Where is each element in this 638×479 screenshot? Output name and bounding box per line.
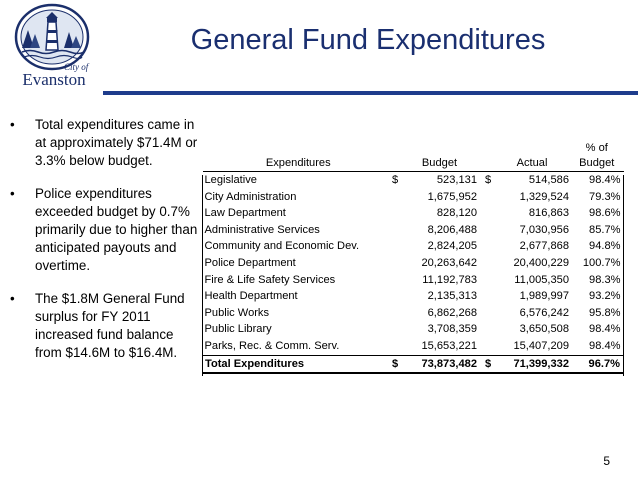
table-total-row — [203, 355, 624, 373]
row-actual: 1,329,524 — [519, 190, 569, 203]
row-budget-currency — [392, 305, 402, 322]
total-label: Total Expenditures — [203, 355, 393, 373]
row-budget: 1,675,952 — [427, 190, 477, 203]
row-budget-currency — [392, 255, 402, 272]
table-row — [203, 189, 624, 206]
row-pct: 98.6% — [589, 207, 621, 220]
total-pct: 96.7% — [573, 355, 624, 373]
row-budget-currency — [392, 321, 402, 338]
row-budget: 6,862,268 — [427, 306, 477, 319]
bullet-item — [10, 185, 200, 276]
table-body — [203, 172, 624, 374]
row-actual-currency — [481, 338, 495, 355]
table-row — [203, 272, 624, 289]
row-actual: 1,989,997 — [519, 290, 569, 303]
row-name: Parks, Rec. & Comm. Serv. — [204, 339, 340, 352]
row-pct: 79.3% — [589, 190, 621, 203]
row-budget: 2,824,205 — [427, 240, 477, 253]
table-row — [203, 288, 624, 305]
logo-line2: Evanston — [22, 70, 86, 89]
row-actual-currency: $ — [485, 174, 492, 186]
row-pct: 98.3% — [589, 273, 621, 286]
logo-line1: City of — [64, 62, 89, 72]
table-row — [203, 172, 624, 189]
table-row — [203, 238, 624, 255]
table-row — [203, 321, 624, 338]
row-budget: 523,131 — [436, 174, 477, 186]
row-budget: 3,708,359 — [427, 323, 477, 336]
row-budget-currency — [392, 238, 402, 255]
row-actual-currency — [481, 189, 495, 206]
total-budget: 73,873,482 — [402, 355, 481, 373]
row-actual: 514,586 — [528, 174, 569, 186]
header-expenditures: Expenditures — [203, 156, 393, 172]
row-name: City Administration — [204, 190, 297, 203]
row-actual-currency — [481, 288, 495, 305]
row-name: Law Department — [204, 207, 286, 220]
row-actual: 20,400,229 — [513, 256, 569, 269]
row-actual-currency — [481, 321, 495, 338]
bullet-item — [10, 116, 200, 171]
row-name: Legislative — [204, 174, 257, 186]
bullet-marker: • — [10, 117, 15, 132]
row-actual: 7,030,956 — [519, 223, 569, 236]
row-budget: 828,120 — [436, 207, 477, 220]
bullet-text: Total expenditures came in at approximately $71.4M or 3.3% below budget. — [35, 117, 198, 169]
header-budget: Budget — [402, 156, 481, 172]
row-budget: 11,192,783 — [422, 273, 477, 286]
row-budget: 15,653,221 — [421, 339, 477, 352]
row-actual: 15,407,209 — [513, 339, 569, 352]
table-row — [203, 305, 624, 322]
row-pct: 85.7% — [589, 223, 621, 236]
row-name: Public Library — [204, 323, 272, 336]
row-actual-currency — [481, 222, 495, 239]
row-pct: 98.4% — [589, 339, 621, 352]
header-pct-top: % of — [585, 142, 608, 154]
total-actual-currency: $ — [481, 355, 495, 373]
row-budget-currency — [392, 272, 402, 289]
row-actual: 3,650,508 — [519, 323, 569, 336]
row-pct: 95.8% — [589, 306, 621, 319]
bullet-item — [10, 290, 200, 363]
row-actual: 2,677,868 — [519, 240, 569, 253]
table-header-row — [203, 156, 624, 172]
row-budget-currency: $ — [392, 174, 399, 186]
table-row — [203, 338, 624, 355]
evanston-logo-icon — [8, 2, 100, 90]
table-row — [203, 255, 624, 272]
table-row — [203, 205, 624, 222]
header-pct-budget: Budget — [573, 156, 624, 172]
row-actual-currency — [481, 238, 495, 255]
expenditures-table — [202, 141, 624, 374]
row-actual-currency — [481, 305, 495, 322]
row-budget-currency — [392, 288, 402, 305]
row-budget-currency — [392, 222, 402, 239]
row-budget-currency — [392, 205, 402, 222]
row-name: Health Department — [204, 290, 298, 303]
row-name: Fire & Life Safety Services — [204, 273, 336, 286]
row-budget-currency — [392, 189, 402, 206]
table-row — [203, 222, 624, 239]
page-title: General Fund Expenditures — [190, 24, 546, 56]
bullet-marker: • — [10, 185, 15, 201]
table-header-row — [203, 141, 624, 156]
row-pct: 94.8% — [589, 240, 621, 253]
row-actual: 6,576,242 — [519, 306, 569, 319]
bullet-marker: • — [10, 290, 15, 306]
header-actual: Actual — [495, 156, 573, 172]
row-name: Police Department — [204, 256, 296, 269]
total-actual: 71,399,332 — [495, 355, 573, 373]
row-pct: 93.2% — [589, 290, 621, 303]
row-pct: 98.4% — [589, 174, 621, 186]
row-actual-currency — [481, 255, 495, 272]
row-budget: 8,206,488 — [427, 223, 477, 236]
total-budget-currency: $ — [392, 355, 402, 373]
row-budget-currency — [392, 338, 402, 355]
page-number: 5 — [603, 454, 610, 468]
row-actual-currency — [481, 272, 495, 289]
row-budget: 20,263,642 — [421, 256, 477, 269]
row-name: Community and Economic Dev. — [204, 240, 360, 253]
row-budget: 2,135,313 — [427, 290, 477, 303]
row-actual: 11,005,350 — [514, 273, 569, 286]
bullet-text: Police expenditures exceeded budget by 0.7% primarily due to higher than anticipated payouts and overtime. — [35, 185, 198, 274]
bullet-text: The $1.8M General Fund surplus for FY 2011 increased fund balance from $14.6M to $16.4M. — [35, 290, 185, 361]
bullet-list — [10, 116, 200, 376]
title-divider — [103, 91, 638, 95]
row-pct: 100.7% — [582, 256, 621, 269]
row-actual: 816,863 — [528, 207, 569, 220]
row-name: Administrative Services — [204, 223, 320, 236]
row-pct: 98.4% — [589, 323, 621, 336]
row-name: Public Works — [204, 306, 270, 319]
row-actual-currency — [481, 205, 495, 222]
